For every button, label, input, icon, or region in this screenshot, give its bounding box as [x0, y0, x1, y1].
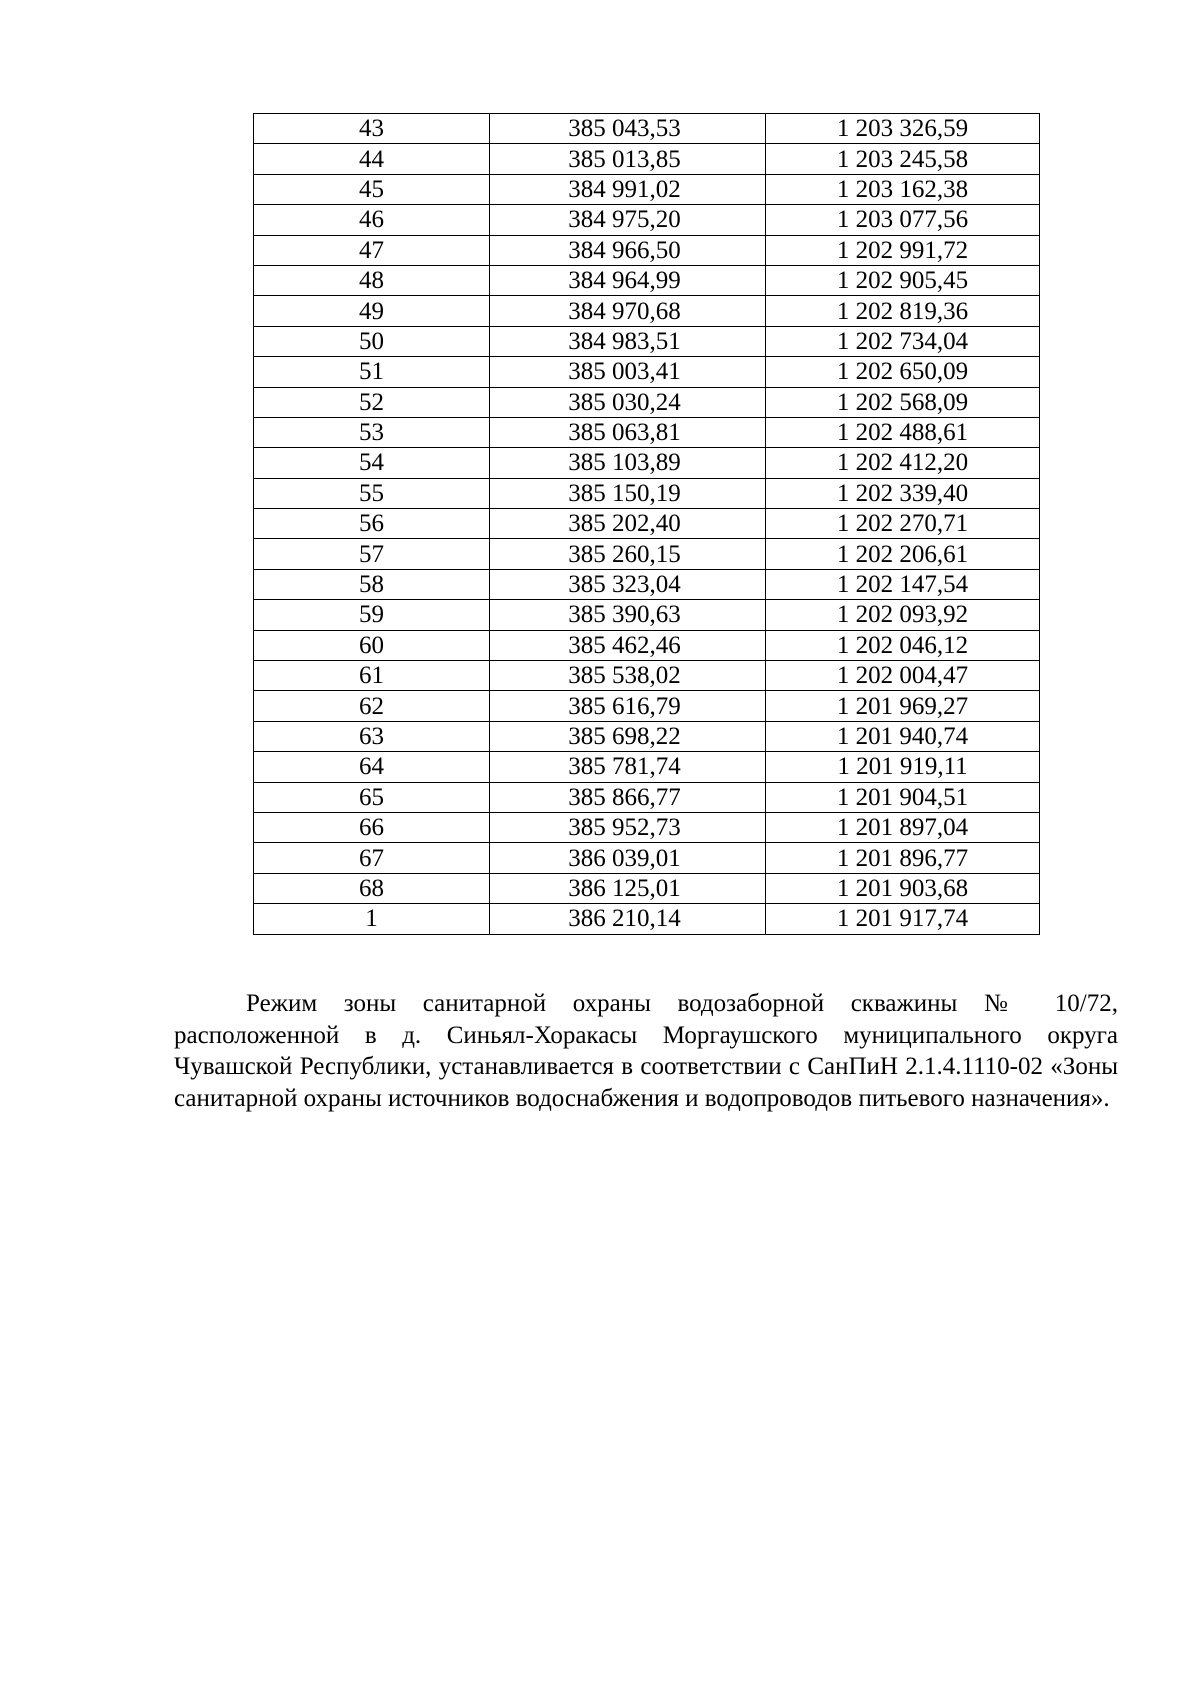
point-number-cell: 57: [254, 539, 490, 569]
x-coordinate-cell: 386 210,14: [490, 904, 766, 934]
y-coordinate-cell: 1 202 046,12: [766, 630, 1040, 660]
coordinates-table: [253, 113, 1040, 935]
x-coordinate-cell: 385 781,74: [490, 752, 766, 782]
x-coordinate-cell: 384 975,20: [490, 205, 766, 235]
point-number-cell: 55: [254, 478, 490, 508]
table-row: [254, 387, 1040, 417]
point-number-cell: 51: [254, 357, 490, 387]
point-number-cell: 63: [254, 721, 490, 751]
y-coordinate-cell: 1 202 093,92: [766, 600, 1040, 630]
y-coordinate-cell: 1 202 905,45: [766, 265, 1040, 295]
y-coordinate-cell: 1 201 969,27: [766, 691, 1040, 721]
table-row: [254, 630, 1040, 660]
coordinates-table-body: [254, 114, 1040, 935]
table-row: [254, 752, 1040, 782]
y-coordinate-cell: 1 202 568,09: [766, 387, 1040, 417]
point-number-cell: 45: [254, 174, 490, 204]
y-coordinate-cell: 1 202 147,54: [766, 569, 1040, 599]
x-coordinate-cell: 385 003,41: [490, 357, 766, 387]
y-coordinate-cell: 1 202 004,47: [766, 661, 1040, 691]
table-row: [254, 600, 1040, 630]
point-number-cell: 48: [254, 265, 490, 295]
point-number-cell: 62: [254, 691, 490, 721]
x-coordinate-cell: 385 866,77: [490, 782, 766, 812]
table-row: [254, 478, 1040, 508]
x-coordinate-cell: 386 125,01: [490, 873, 766, 903]
point-number-cell: 59: [254, 600, 490, 630]
y-coordinate-cell: 1 202 488,61: [766, 417, 1040, 447]
table-row: [254, 904, 1040, 934]
y-coordinate-cell: 1 202 270,71: [766, 509, 1040, 539]
x-coordinate-cell: 385 390,63: [490, 600, 766, 630]
point-number-cell: 46: [254, 205, 490, 235]
table-row: [254, 205, 1040, 235]
point-number-cell: 60: [254, 630, 490, 660]
point-number-cell: 65: [254, 782, 490, 812]
y-coordinate-cell: 1 202 650,09: [766, 357, 1040, 387]
y-coordinate-cell: 1 203 077,56: [766, 205, 1040, 235]
point-number-cell: 56: [254, 509, 490, 539]
point-number-cell: 44: [254, 144, 490, 174]
table-row: [254, 691, 1040, 721]
y-coordinate-cell: 1 201 903,68: [766, 873, 1040, 903]
y-coordinate-cell: 1 201 904,51: [766, 782, 1040, 812]
point-number-cell: 53: [254, 417, 490, 447]
y-coordinate-cell: 1 203 162,38: [766, 174, 1040, 204]
table-row: [254, 265, 1040, 295]
point-number-cell: 64: [254, 752, 490, 782]
table-row: [254, 326, 1040, 356]
table-row: [254, 448, 1040, 478]
point-number-cell: 43: [254, 114, 490, 144]
y-coordinate-cell: 1 202 412,20: [766, 448, 1040, 478]
point-number-cell: 49: [254, 296, 490, 326]
table-row: [254, 509, 1040, 539]
y-coordinate-cell: 1 201 919,11: [766, 752, 1040, 782]
x-coordinate-cell: 385 030,24: [490, 387, 766, 417]
table-row: [254, 144, 1040, 174]
point-number-cell: 67: [254, 843, 490, 873]
table-row: [254, 782, 1040, 812]
table-row: [254, 114, 1040, 144]
table-row: [254, 569, 1040, 599]
x-coordinate-cell: 384 983,51: [490, 326, 766, 356]
table-row: [254, 417, 1040, 447]
table-row: [254, 174, 1040, 204]
x-coordinate-cell: 385 952,73: [490, 812, 766, 842]
x-coordinate-cell: 385 013,85: [490, 144, 766, 174]
x-coordinate-cell: 386 039,01: [490, 843, 766, 873]
y-coordinate-cell: 1 202 734,04: [766, 326, 1040, 356]
y-coordinate-cell: 1 203 326,59: [766, 114, 1040, 144]
table-row: [254, 661, 1040, 691]
x-coordinate-cell: 384 964,99: [490, 265, 766, 295]
table-row: [254, 873, 1040, 903]
point-number-cell: 54: [254, 448, 490, 478]
point-number-cell: 1: [254, 904, 490, 934]
point-number-cell: 47: [254, 235, 490, 265]
y-coordinate-cell: 1 202 206,61: [766, 539, 1040, 569]
point-number-cell: 52: [254, 387, 490, 417]
point-number-cell: 50: [254, 326, 490, 356]
y-coordinate-cell: 1 202 991,72: [766, 235, 1040, 265]
x-coordinate-cell: 385 260,15: [490, 539, 766, 569]
y-coordinate-cell: 1 202 819,36: [766, 296, 1040, 326]
regime-paragraph: Режим зоны санитарной охраны водозаборной скважины № 10/72, расположенной в д. Синьял-Хоракасы Моргаушского муниципального округа Чувашской Республики, устанавливается в соответствии с СанПиН 2.1.4.1110-02 «Зоны санитарной охраны источников водоснабжения и водопроводов питьевого назначения».: [174, 990, 1118, 1112]
y-coordinate-cell: 1 202 339,40: [766, 478, 1040, 508]
y-coordinate-cell: 1 201 917,74: [766, 904, 1040, 934]
table-row: [254, 235, 1040, 265]
point-number-cell: 68: [254, 873, 490, 903]
table-row: [254, 843, 1040, 873]
x-coordinate-cell: 384 966,50: [490, 235, 766, 265]
table-row: [254, 357, 1040, 387]
table-row: [254, 539, 1040, 569]
point-number-cell: 58: [254, 569, 490, 599]
table-row: [254, 812, 1040, 842]
y-coordinate-cell: 1 203 245,58: [766, 144, 1040, 174]
point-number-cell: 61: [254, 661, 490, 691]
x-coordinate-cell: 385 698,22: [490, 721, 766, 751]
x-coordinate-cell: 385 462,46: [490, 630, 766, 660]
x-coordinate-cell: 385 150,19: [490, 478, 766, 508]
x-coordinate-cell: 384 991,02: [490, 174, 766, 204]
x-coordinate-cell: 385 103,89: [490, 448, 766, 478]
x-coordinate-cell: 384 970,68: [490, 296, 766, 326]
x-coordinate-cell: 385 538,02: [490, 661, 766, 691]
y-coordinate-cell: 1 201 897,04: [766, 812, 1040, 842]
y-coordinate-cell: 1 201 896,77: [766, 843, 1040, 873]
x-coordinate-cell: 385 043,53: [490, 114, 766, 144]
x-coordinate-cell: 385 202,40: [490, 509, 766, 539]
x-coordinate-cell: 385 323,04: [490, 569, 766, 599]
table-row: [254, 296, 1040, 326]
table-row: [254, 721, 1040, 751]
y-coordinate-cell: 1 201 940,74: [766, 721, 1040, 751]
point-number-cell: 66: [254, 812, 490, 842]
x-coordinate-cell: 385 616,79: [490, 691, 766, 721]
x-coordinate-cell: 385 063,81: [490, 417, 766, 447]
